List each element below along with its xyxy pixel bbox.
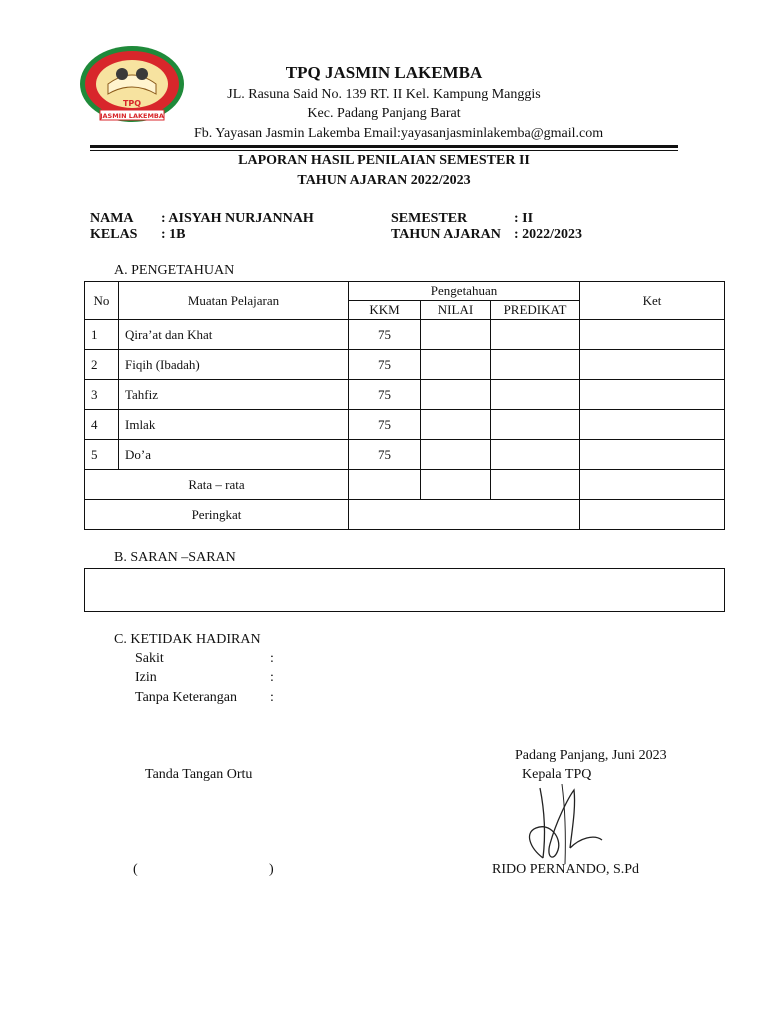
section-c-title: C. KETIDAK HADIRAN <box>114 632 261 647</box>
row-nilai <box>421 320 491 350</box>
rank-value <box>349 500 580 530</box>
parent-name-close: ) <box>269 862 274 877</box>
row-subject: Do’a <box>119 440 349 470</box>
address-line-3: Fb. Yayasan Jasmin Lakemba Email:yayasanjasminlakemba@gmail.com <box>194 126 604 141</box>
average-nilai <box>421 470 491 500</box>
absence-noinfo-value: : <box>270 690 274 705</box>
row-no: 1 <box>85 320 119 350</box>
col-header-ket: Ket <box>580 282 725 320</box>
average-ket <box>580 470 725 500</box>
table-row <box>85 440 725 470</box>
average-predikat <box>491 470 580 500</box>
year-value: : 2022/2023 <box>514 227 583 242</box>
absence-sick-value: : <box>270 651 274 666</box>
row-ket <box>580 410 725 440</box>
table-row <box>85 380 725 410</box>
head-sign-label: Kepala TPQ <box>522 767 592 782</box>
row-nilai <box>421 410 491 440</box>
absence-permit-value: : <box>270 670 274 685</box>
parent-name-open: ( <box>133 862 138 877</box>
logo-tpq-text: TPQ <box>122 99 142 108</box>
row-nilai <box>421 380 491 410</box>
row-kkm: 75 <box>349 380 421 410</box>
table-row <box>85 350 725 380</box>
row-ket <box>580 440 725 470</box>
rank-row <box>85 500 725 530</box>
name-label: NAMA <box>90 211 134 226</box>
absence-sick-label: Sakit <box>135 651 164 666</box>
col-header-no: No <box>85 282 119 320</box>
logo-banner-text: JASMIN LAKEMBA <box>100 112 164 120</box>
col-header-nilai: NILAI <box>421 301 491 320</box>
report-subtitle: TAHUN AJARAN 2022/2023 <box>297 173 471 188</box>
semester-value: : II <box>514 211 534 226</box>
report-title: LAPORAN HASIL PENILAIAN SEMESTER II <box>238 153 530 168</box>
row-predikat <box>491 350 580 380</box>
row-predikat <box>491 410 580 440</box>
absence-noinfo-label: Tanpa Keterangan <box>135 690 238 705</box>
address-line-1: JL. Rasuna Said No. 139 RT. II Kel. Kampung Manggis <box>227 87 541 102</box>
average-kkm <box>349 470 421 500</box>
row-nilai <box>421 350 491 380</box>
col-header-subject: Muatan Pelajaran <box>119 282 349 320</box>
row-kkm: 75 <box>349 350 421 380</box>
parent-sign-label: Tanda Tangan Ortu <box>145 767 253 782</box>
row-predikat <box>491 440 580 470</box>
row-subject: Qira’at dan Khat <box>119 320 349 350</box>
row-predikat <box>491 320 580 350</box>
average-label: Rata – rata <box>85 470 349 500</box>
average-row <box>85 470 725 500</box>
row-kkm: 75 <box>349 440 421 470</box>
header-rule-thick <box>90 145 678 148</box>
head-name: RIDO PERNANDO, S.Pd <box>492 862 640 877</box>
class-label: KELAS <box>90 227 138 242</box>
section-a-title: A. PENGETAHUAN <box>114 263 235 278</box>
address-line-2: Kec. Padang Panjang Barat <box>307 106 461 121</box>
row-subject: Fiqih (Ibadah) <box>119 350 349 380</box>
row-ket <box>580 350 725 380</box>
row-subject: Tahfiz <box>119 380 349 410</box>
table-row <box>85 410 725 440</box>
row-nilai <box>421 440 491 470</box>
rank-label: Peringkat <box>85 500 349 530</box>
row-no: 5 <box>85 440 119 470</box>
class-value: : 1B <box>161 227 186 242</box>
col-header-predikat: PREDIKAT <box>491 301 580 320</box>
col-header-group: Pengetahuan <box>349 282 580 301</box>
section-b-title: B. SARAN –SARAN <box>114 550 236 565</box>
row-predikat <box>491 380 580 410</box>
row-ket <box>580 320 725 350</box>
rank-ket <box>580 500 725 530</box>
place-date: Padang Panjang, Juni 2023 <box>515 748 667 763</box>
row-no: 2 <box>85 350 119 380</box>
col-header-kkm: KKM <box>349 301 421 320</box>
org-name: TPQ JASMIN LAKEMBA <box>285 63 483 82</box>
row-kkm: 75 <box>349 320 421 350</box>
year-label: TAHUN AJARAN <box>391 227 501 242</box>
head-signature <box>510 778 610 868</box>
absence-permit-label: Izin <box>135 670 157 685</box>
row-subject: Imlak <box>119 410 349 440</box>
name-value: : AISYAH NURJANNAH <box>161 211 314 226</box>
row-kkm: 75 <box>349 410 421 440</box>
grades-table <box>84 281 725 530</box>
row-ket <box>580 380 725 410</box>
row-no: 4 <box>85 410 119 440</box>
semester-label: SEMESTER <box>391 211 468 226</box>
suggestion-box <box>84 568 725 612</box>
row-no: 3 <box>85 380 119 410</box>
table-row <box>85 320 725 350</box>
header-rule-thin <box>90 150 678 151</box>
